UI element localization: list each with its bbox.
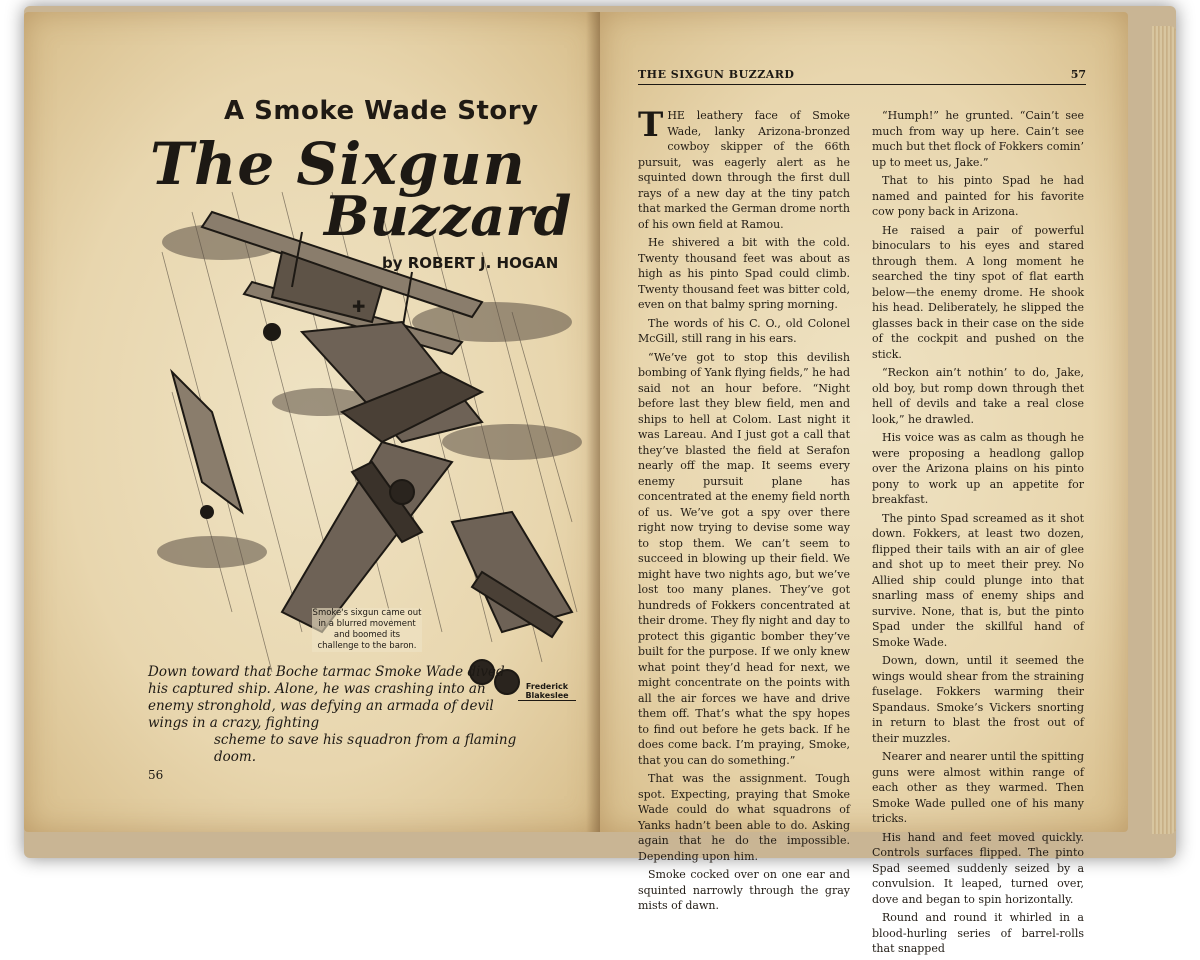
text-column-2 xyxy=(872,108,1084,960)
page-edges xyxy=(1152,26,1176,834)
paragraph: The words of his C. O., old Colonel McGill, still rang in his ears. xyxy=(638,316,850,345)
paragraph: Round and round it whirled in a blood-hurling series of barrel-rolls that snapped xyxy=(872,911,1084,955)
paragraph: Smoke cocked over on one ear and squinted narrowly through the gray mists of dawn. xyxy=(638,868,850,912)
paragraph: Down, down, until it seemed the wings would shear from the straining fuselage. Fokkers warming their Spandaus. Smoke’s Vickers snorting in return to blast the frost out of their muzzles. xyxy=(872,654,1084,745)
story-blurb xyxy=(148,664,518,766)
running-head xyxy=(638,68,1086,85)
paragraph: His hand and feet moved quickly. Controls surfaces flipped. The pinto Spad seemed suddenly seized by a convulsion. It leaped, turned over, dove and began to spin horizontally. xyxy=(872,830,1084,906)
paragraph: “Humph!” he grunted. “Cain’t see much from way up here. Cain’t see much but thet flock of Fokkers comin’ up to meet us, Jake.” xyxy=(872,109,1084,169)
svg-text:✚: ✚ xyxy=(352,297,366,316)
drop-cap: T xyxy=(638,105,664,145)
paragraph: His voice was as calm as though he were proposing a headlong gallop over the Arizona plains on his pinto pony to work up an appetite for breakfast. xyxy=(872,431,1084,506)
story-title-line2: Buzzard xyxy=(324,184,572,248)
artist-signature: Frederick Blakeslee xyxy=(518,682,576,701)
paragraph: THE leathery face of Smoke Wade, lanky Arizona-bronzed cowboy skipper of the 66th pursuit, was eagerly alert as he squinted down through the first dull rays of a new day at the tiny patch that marked the German drome north of his own field at Ramou. xyxy=(638,105,850,231)
paragraph: He shivered a bit with the cold. Twenty thousand feet was about as high as his pinto Spad could climb. Twenty thousand feet was bitter cold, even on that balmy spring morning. xyxy=(638,236,850,311)
blurb-line2: scheme to save his squadron from a flaming doom. xyxy=(214,732,517,765)
page-number-left: 56 xyxy=(148,768,164,782)
paragraph: That was the assignment. Tough spot. Expecting, praying that Smoke Wade could do what squadrons of Yanks hadn’t been able to do. Asking again that he do the impossible. Depending upon him. xyxy=(638,772,850,863)
running-head-title: THE SIXGUN BUZZARD xyxy=(638,68,795,81)
paragraph: That to his pinto Spad he had named and painted for his favorite cow pony back in Arizona. xyxy=(872,174,1084,218)
paragraph: He raised a pair of powerful binoculars to his eyes and stared through them. A long moment he searched the tiny spot of flat earth below—the enemy drome. He shook his head. Deliberately, he slipped the glasses back in their case on the side of the cockpit and pushed on the stick. xyxy=(872,223,1084,361)
paragraph: The pinto Spad screamed as it shot down. Fokkers, at least two dozen, flipped their tails with an air of glee and shot up to meet their prey. No Allied ship could plunge into that snarling mass of enemy ships and survive. None, that is, but the pinto Spad under the skillful hand of Smoke Wade. xyxy=(872,511,1084,649)
paragraph: “We’ve got to stop this devilish bombing of Yank flying fields,” he had said not an hour before. “Night before last they blew field, men and ships to hell at Colom. Last night it was Lareau. And I just got a call that they’ve blasted the field at Serafon nearly off the map. It seems every enemy pursuit plane has concentrated at the enemy field north of us. We’ve got a spy over there right now trying to devise some way to stop them. We can’t seem to succeed in blowing up their field. We might have two nights ago, but we’ve lost too many planes. They’ve got hundreds of Fokkers concentrated at their drome. They fly night and day to protect this gigantic bomber they’ve built for the purpose. If we only knew what point they’d head for next, we might concentrate on the points with all the air forces we have and drive them off. That’s what the spy hopes to find out before he gets back. If he does come back. I’m praying, Smoke, that you can do something.” xyxy=(638,350,851,767)
illustration-caption: Smoke's sixgun came out in a blurred movement and boomed its challenge to the baron. xyxy=(312,608,422,651)
story-series-label: A Smoke Wade Story xyxy=(224,96,539,126)
text-column-1 xyxy=(638,105,851,917)
author-byline: by ROBERT J. HOGAN xyxy=(382,254,559,272)
left-page xyxy=(24,12,600,832)
paragraph: Nearer and nearer until the spitting guns were almost within range of each other as they warmed. Then Smoke Wade pulled one of his many tricks. xyxy=(872,750,1084,825)
right-page xyxy=(600,12,1128,955)
story-title-line1: The Sixgun xyxy=(150,130,526,198)
paragraph: “Reckon ain’t nothin’ to do, Jake, old boy, but romp down through thet hell of devils and take a real close look,” he drawled. xyxy=(872,366,1084,426)
page-number-right: 57 xyxy=(1070,68,1086,81)
blurb-line1: Down toward that Boche tarmac Smoke Wade dived his captured ship. Alone, he was crashing into an enemy stronghold, was defying an armada of devil wings in a crazy, fighting xyxy=(148,664,505,731)
